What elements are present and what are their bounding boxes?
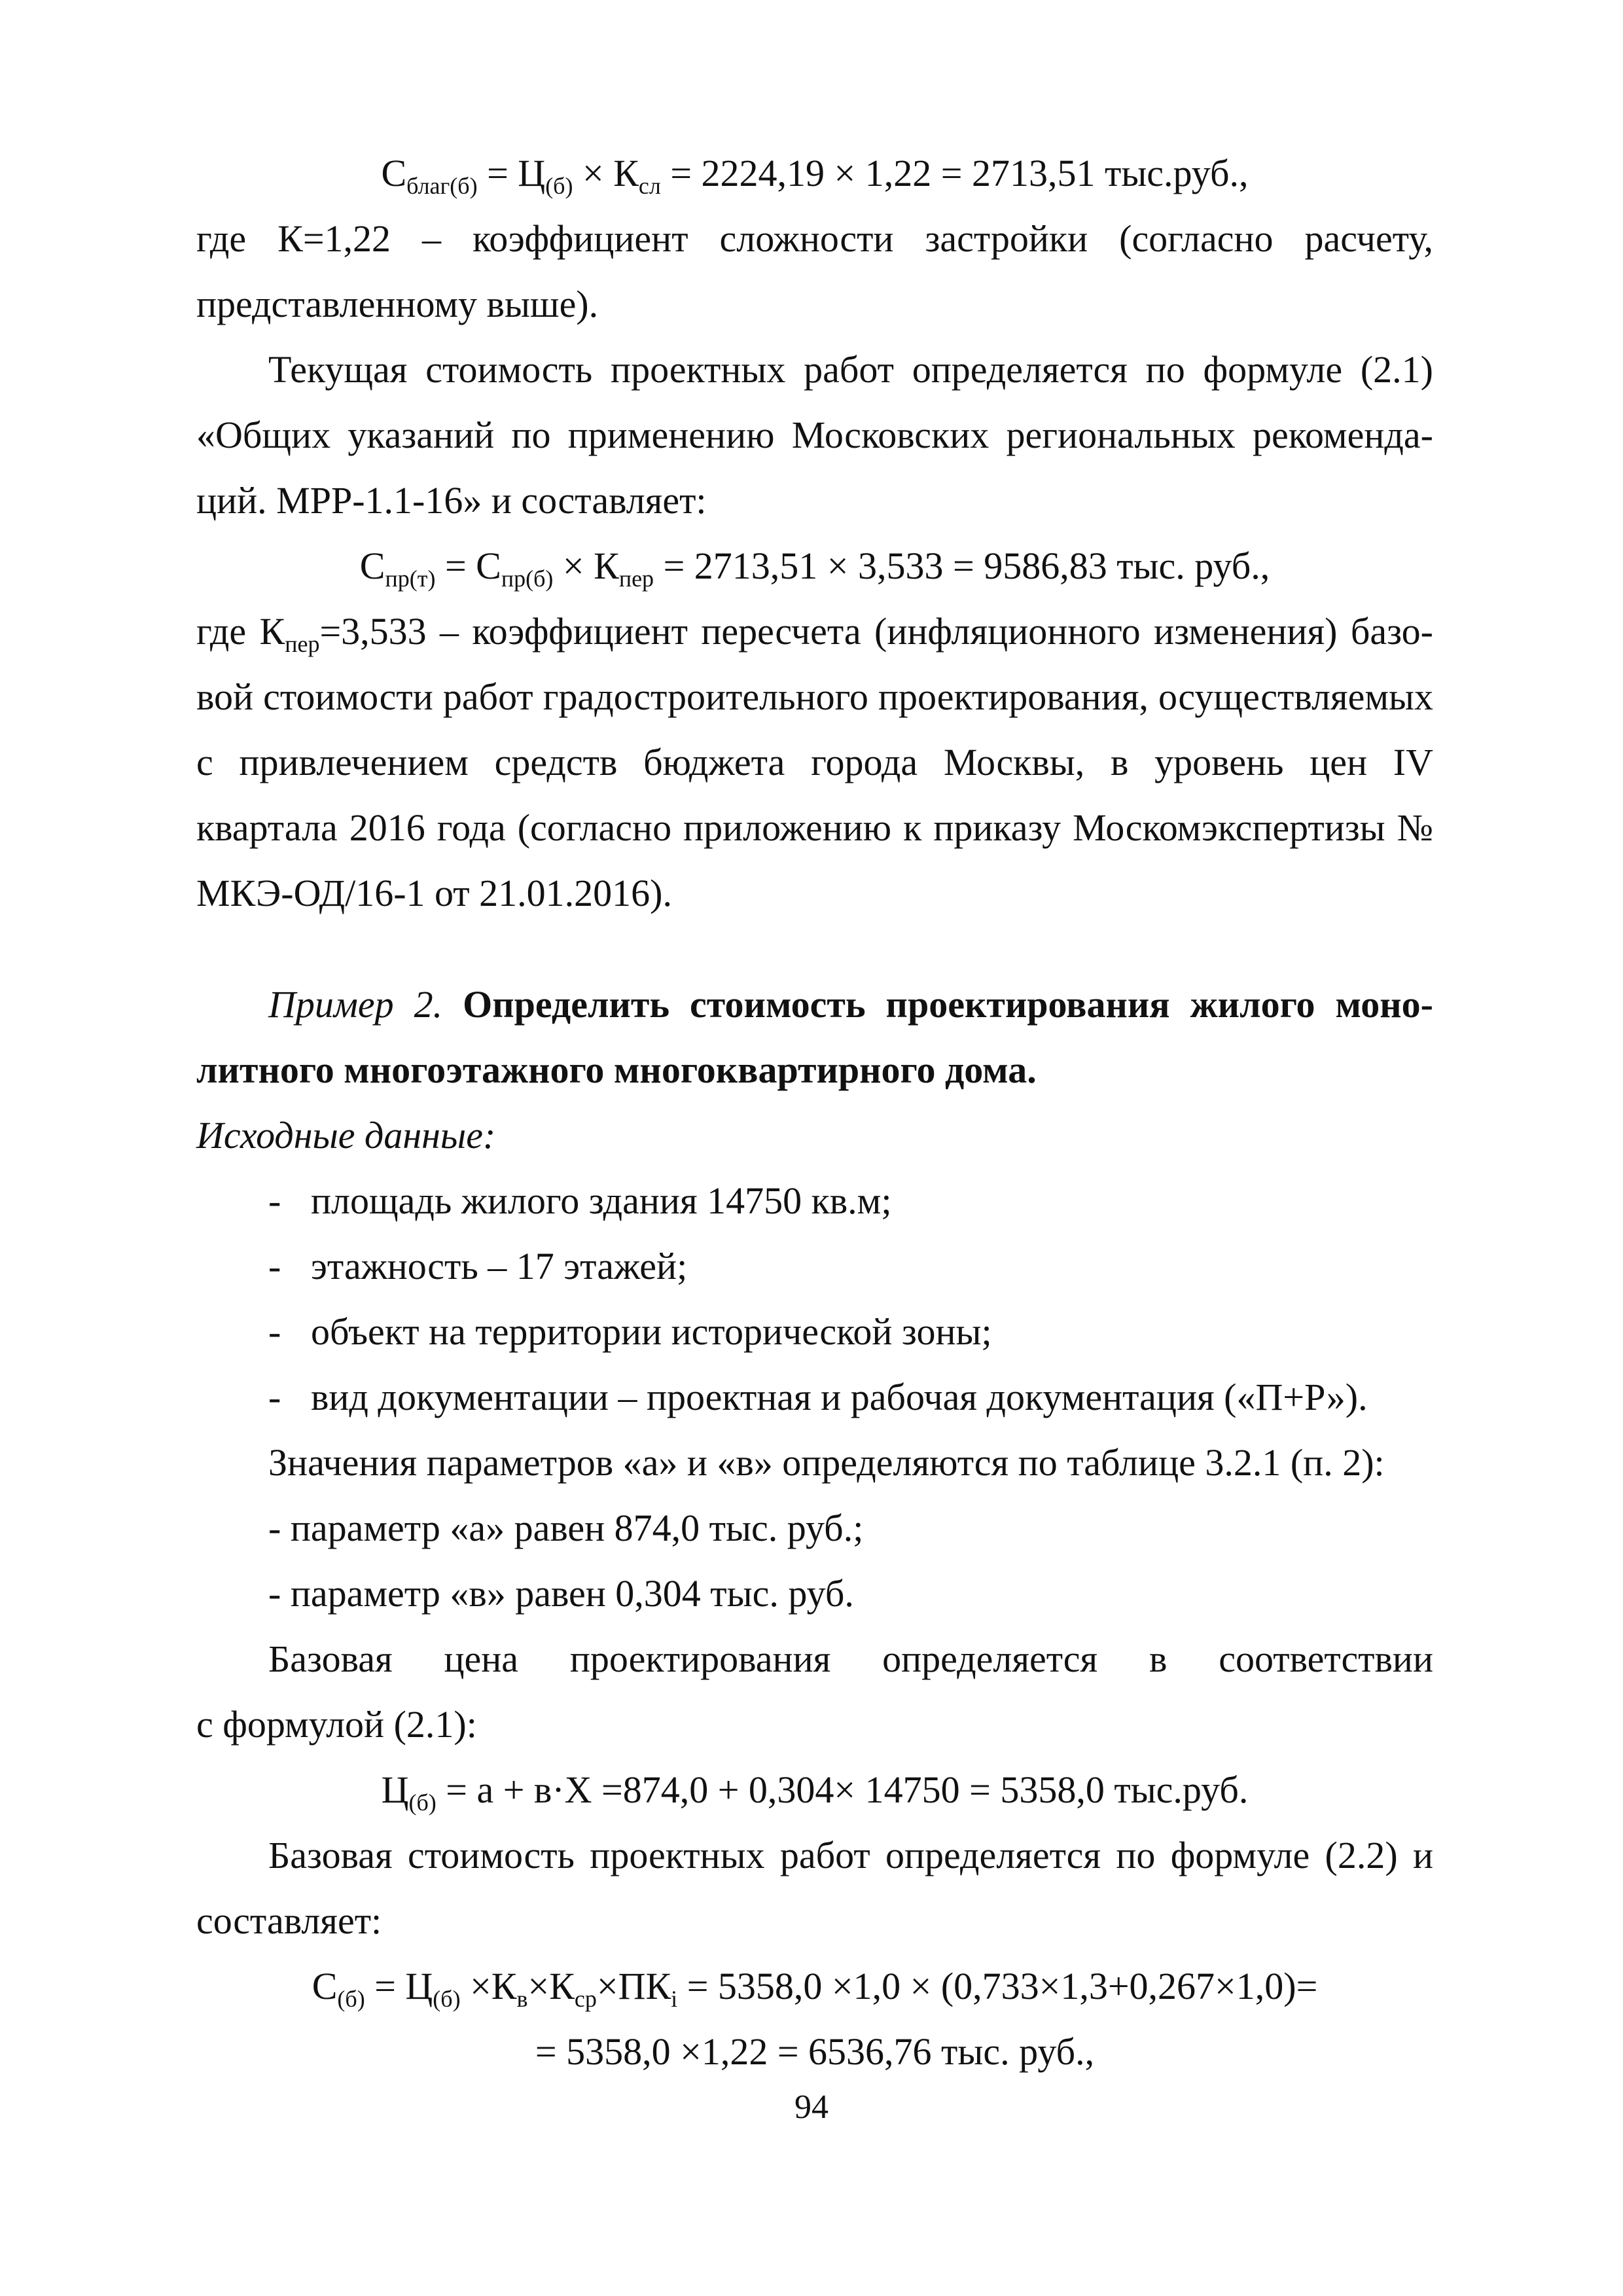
text-part: где К: [196, 610, 285, 653]
formula-part: ×К: [527, 1965, 575, 2007]
formula-part: = С: [435, 545, 501, 587]
formula-subscript: i: [671, 1986, 678, 2012]
formula-part: = 5358,0 ×1,0 × (0,733×1,3+0,267×1,0)=: [677, 1965, 1318, 2007]
formula-subscript: (б): [408, 1789, 437, 1816]
formula-part: С: [312, 1965, 338, 2007]
formula-part: = 2713,51 × 3,533 = 9586,83 тыс. руб.,: [654, 545, 1270, 587]
formula-subscript: благ(б): [406, 173, 478, 199]
formula-part: С: [359, 545, 385, 587]
list-item-text: площадь жилого здания 14750 кв.м;: [311, 1179, 892, 1222]
example-heading: [196, 972, 1433, 1103]
initial-data-label: Исходные данные:: [196, 1114, 496, 1157]
formula-subscript: сл: [638, 173, 661, 199]
paragraph-params-intro: Значения параметров «а» и «в» определяются по таблице 3.2.1 (п. 2):: [268, 1441, 1385, 1484]
example-label: Пример 2.: [268, 983, 443, 1026]
list-dash: -: [268, 1376, 281, 1418]
paragraph-base-price-line1: Базовая цена проектирования определяется в соответствии: [268, 1638, 1433, 1680]
list-dash: -: [268, 1179, 281, 1222]
text-part: =3,533 – коэффициент пересчета (инфляционного изменения) базовой стоимости работ градостроительного проектирования, осуществляемых с привлечением средств бюджета города Москвы, в уровень цен IV квартала 2016 года (согласно приложению к приказу Москомэкспертизы № МКЭ-ОД/16-1 от 21.01.2016).: [196, 610, 1433, 914]
paragraph-param-b: - параметр «в» равен 0,304 тыс. руб.: [268, 1572, 854, 1615]
formula-c-blag: [196, 141, 1433, 206]
formula-part: Ц: [381, 1768, 409, 1811]
list-dash: -: [268, 1245, 281, 1287]
list-item: [196, 1234, 1433, 1299]
paragraph-param-a: - параметр «а» равен 874,0 тыс. руб.;: [268, 1507, 864, 1549]
paragraph-base-price-line2: с формулой (2.1):: [196, 1703, 477, 1746]
text-subscript: пер: [285, 631, 320, 657]
paragraph-coefficient-k: где К=1,22 – коэффициент сложности застройки (согласно расчету, представленному выше).: [196, 217, 1433, 325]
list-item: [196, 1365, 1433, 1430]
list-item: [196, 1299, 1433, 1365]
formula-subscript: пер: [618, 565, 654, 592]
spacer: [196, 926, 1433, 972]
formula-part: С: [381, 152, 407, 194]
page-number: 94: [794, 2089, 829, 2126]
page-content: [196, 141, 1433, 2085]
example-title: Определить стоимость проектирования жилого монолитного многоэтажного многоквартирного дома.: [196, 983, 1433, 1091]
formula-subscript: (б): [433, 1986, 461, 2012]
list-item-text: объект на территории исторической зоны;: [311, 1310, 992, 1353]
formula-subscript: (б): [337, 1986, 365, 2012]
formula-c-base-cost: [196, 1954, 1433, 2019]
formula-part: = Ц: [477, 152, 546, 194]
formula-subscript: ср: [574, 1986, 597, 2012]
formula-subscript: пр(б): [501, 565, 554, 592]
paragraph-base-cost: Базовая стоимость проектных работ определяется по формуле (2.2) и составляет:: [196, 1834, 1433, 1942]
formula-part: = Ц: [365, 1965, 433, 2007]
list-item: [196, 1168, 1433, 1234]
formula-part: = а + в·Х =874,0 + 0,304× 14750 = 5358,0 тыс.руб.: [436, 1768, 1249, 1811]
list-dash: -: [268, 1310, 281, 1353]
formula-subscript: в: [516, 1986, 528, 2012]
paragraph-current-cost: Текущая стоимость проектных работ определяется по формуле (2.1) «Общих указаний по применению Московских региональных рекомендаций. МРР-1.1-16» и составляет:: [196, 348, 1433, 522]
formula-c-base-cost-result: = 5358,0 ×1,22 = 6536,76 тыс. руб.,: [535, 2030, 1095, 2073]
list-item-text: этажность – 17 этажей;: [311, 1245, 688, 1287]
formula-c-base-price: [196, 1757, 1433, 1823]
formula-part: = 2224,19 × 1,22 = 2713,51 тыс.руб.,: [660, 152, 1249, 194]
formula-part: ×ПК: [596, 1965, 671, 2007]
formula-part: × К: [553, 545, 619, 587]
list-item-text: вид документации – проектная и рабочая документация («П+Р»).: [311, 1376, 1368, 1418]
formula-part: × К: [573, 152, 639, 194]
formula-subscript: пр(т): [385, 565, 436, 592]
initial-data-list: [196, 1168, 1433, 1430]
formula-c-pr-t: [196, 533, 1433, 599]
paragraph-k-per: [196, 599, 1433, 926]
formula-part: ×К: [460, 1965, 517, 2007]
formula-subscript: (б): [545, 173, 573, 199]
